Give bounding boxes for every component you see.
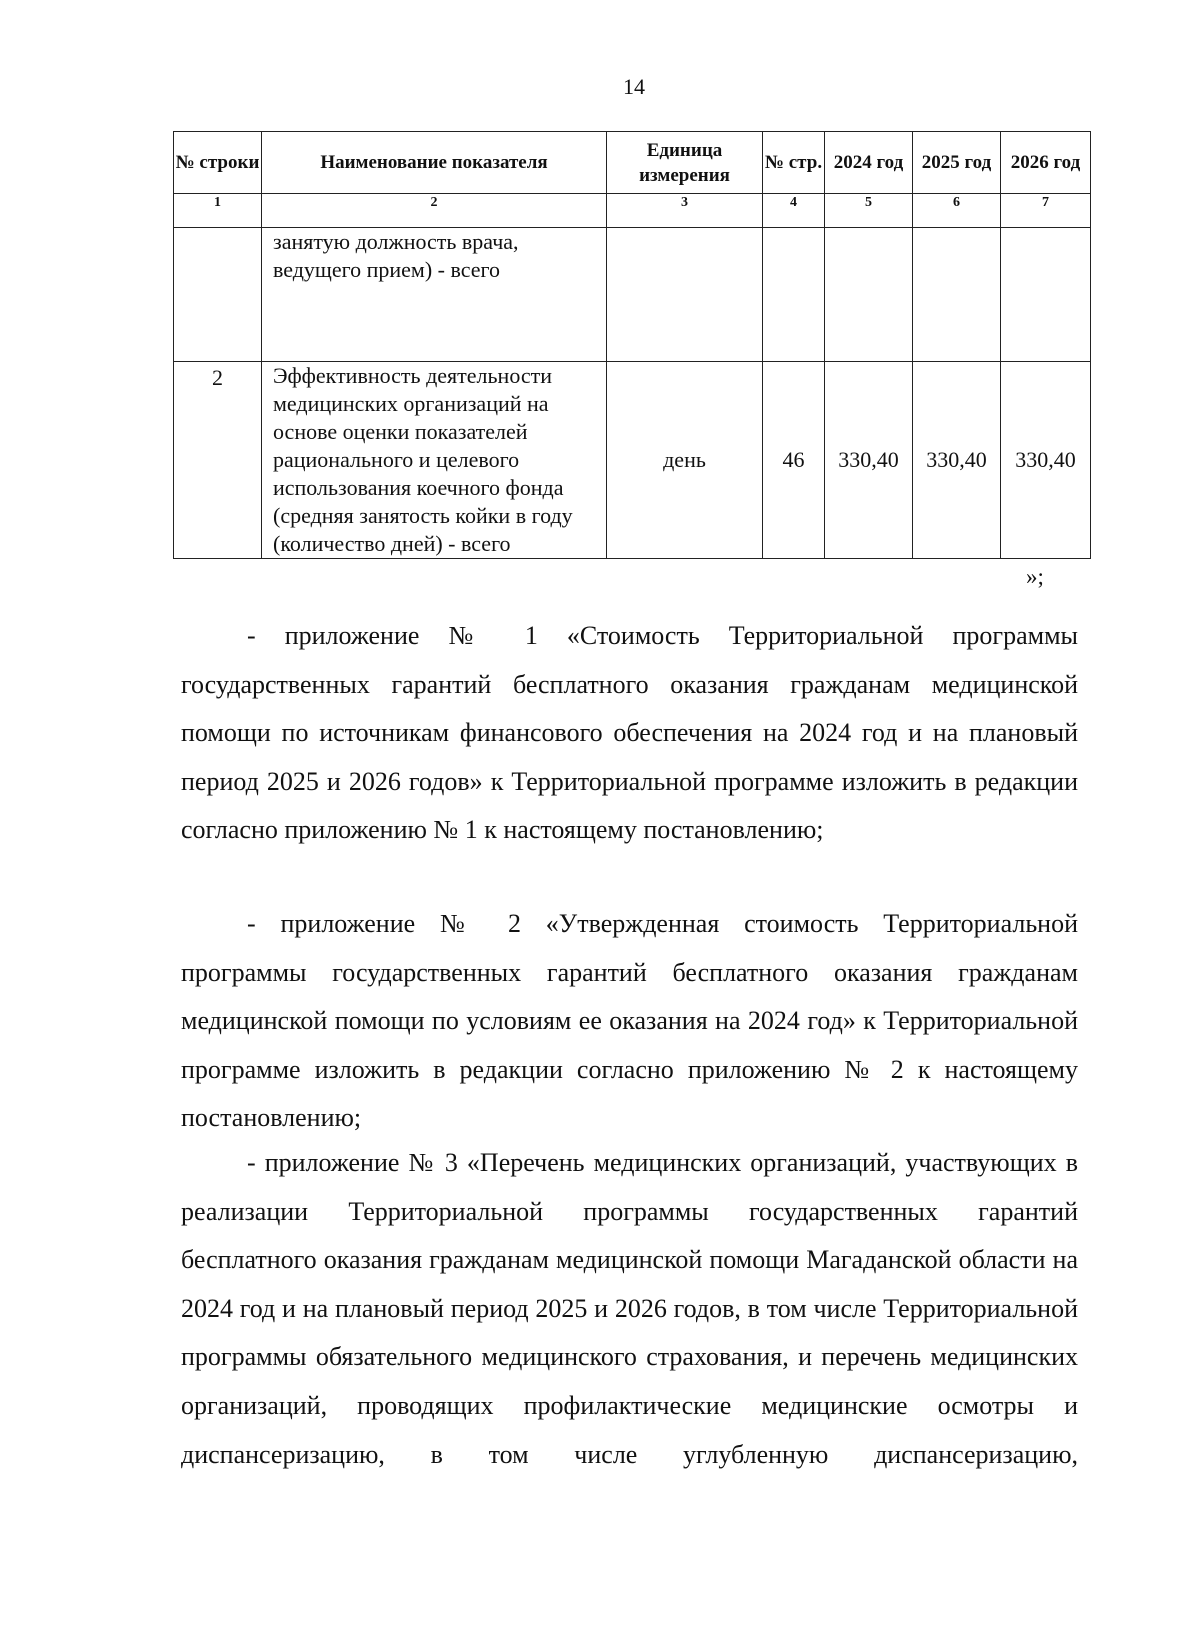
line-number-cell (763, 228, 825, 362)
indicator-name-cell: занятую должность врача, ведущего прием) - всего (262, 228, 607, 362)
line-number-cell: 46 (763, 362, 825, 559)
unit-cell (607, 228, 763, 362)
value-2026-cell (1001, 228, 1091, 362)
column-number: 3 (607, 194, 763, 228)
header-year-2026: 2026 год (1001, 132, 1091, 194)
column-number: 1 (174, 194, 262, 228)
indicator-name-cell: Эффективность деятельности медицинских организаций на основе оценки показателей рационального и целевого использования коечного фонда (средняя занятость койки в году (количество дней) - всего (262, 362, 607, 559)
header-year-2025: 2025 год (913, 132, 1001, 194)
closing-quote-mark: »; (1026, 564, 1044, 589)
table-row (174, 228, 1091, 362)
paragraph-appendix-3: - приложение № 3 «Перечень медицинских организаций, участвующих в реализации Территориальной программы государственных гарантий бесплатного оказания гражданам медицинской помощи Магаданской области на 2024 год и на плановый период 2025 и 2026 годов, в том числе Территориальной программы обязательного медицинского страхования, и перечень медицинских организаций, проводящих профилактические медицинские осмотры и диспансеризацию, в том числе углубленную диспансеризацию, (181, 1148, 1078, 1469)
column-numbers-row (174, 194, 1091, 228)
value-2024-cell (825, 228, 913, 362)
column-number: 7 (1001, 194, 1091, 228)
column-number: 2 (262, 194, 607, 228)
table-header-row (174, 132, 1091, 194)
header-year-2024: 2024 год (825, 132, 913, 194)
paragraph-appendix-2: - приложение № 2 «Утвержденная стоимость Территориальной программы государственных гарантий бесплатного оказания гражданам медицинской помощи по условиям ее оказания на 2024 год» к Территориальной программе изложить в редакции согласно приложению № 2 к настоящему постановлению; (181, 909, 1078, 1133)
page-number: 14 (623, 74, 645, 99)
value-2024-cell: 330,40 (825, 362, 913, 559)
row-number-cell: 2 (174, 362, 262, 559)
header-line-number: № стр. (763, 132, 825, 194)
table-row (174, 362, 1091, 559)
header-row-number: № строки (174, 132, 262, 194)
column-number: 5 (825, 194, 913, 228)
row-number-cell (174, 228, 262, 362)
column-number: 6 (913, 194, 1001, 228)
value-2025-cell (913, 228, 1001, 362)
column-number: 4 (763, 194, 825, 228)
header-indicator-name: Наименование показателя (262, 132, 607, 194)
indicators-table (173, 131, 1091, 559)
header-unit: Единица измерения (607, 132, 763, 194)
value-2026-cell: 330,40 (1001, 362, 1091, 559)
value-2025-cell: 330,40 (913, 362, 1001, 559)
paragraph-appendix-1: - приложение № 1 «Стоимость Территориальной программы государственных гарантий бесплатного оказания гражданам медицинской помощи по источникам финансового обеспечения на 2024 год и на плановый период 2025 и 2026 годов» к Территориальной программе изложить в редакции согласно приложению № 1 к настоящему постановлению; (181, 621, 1078, 845)
unit-cell: день (607, 362, 763, 559)
